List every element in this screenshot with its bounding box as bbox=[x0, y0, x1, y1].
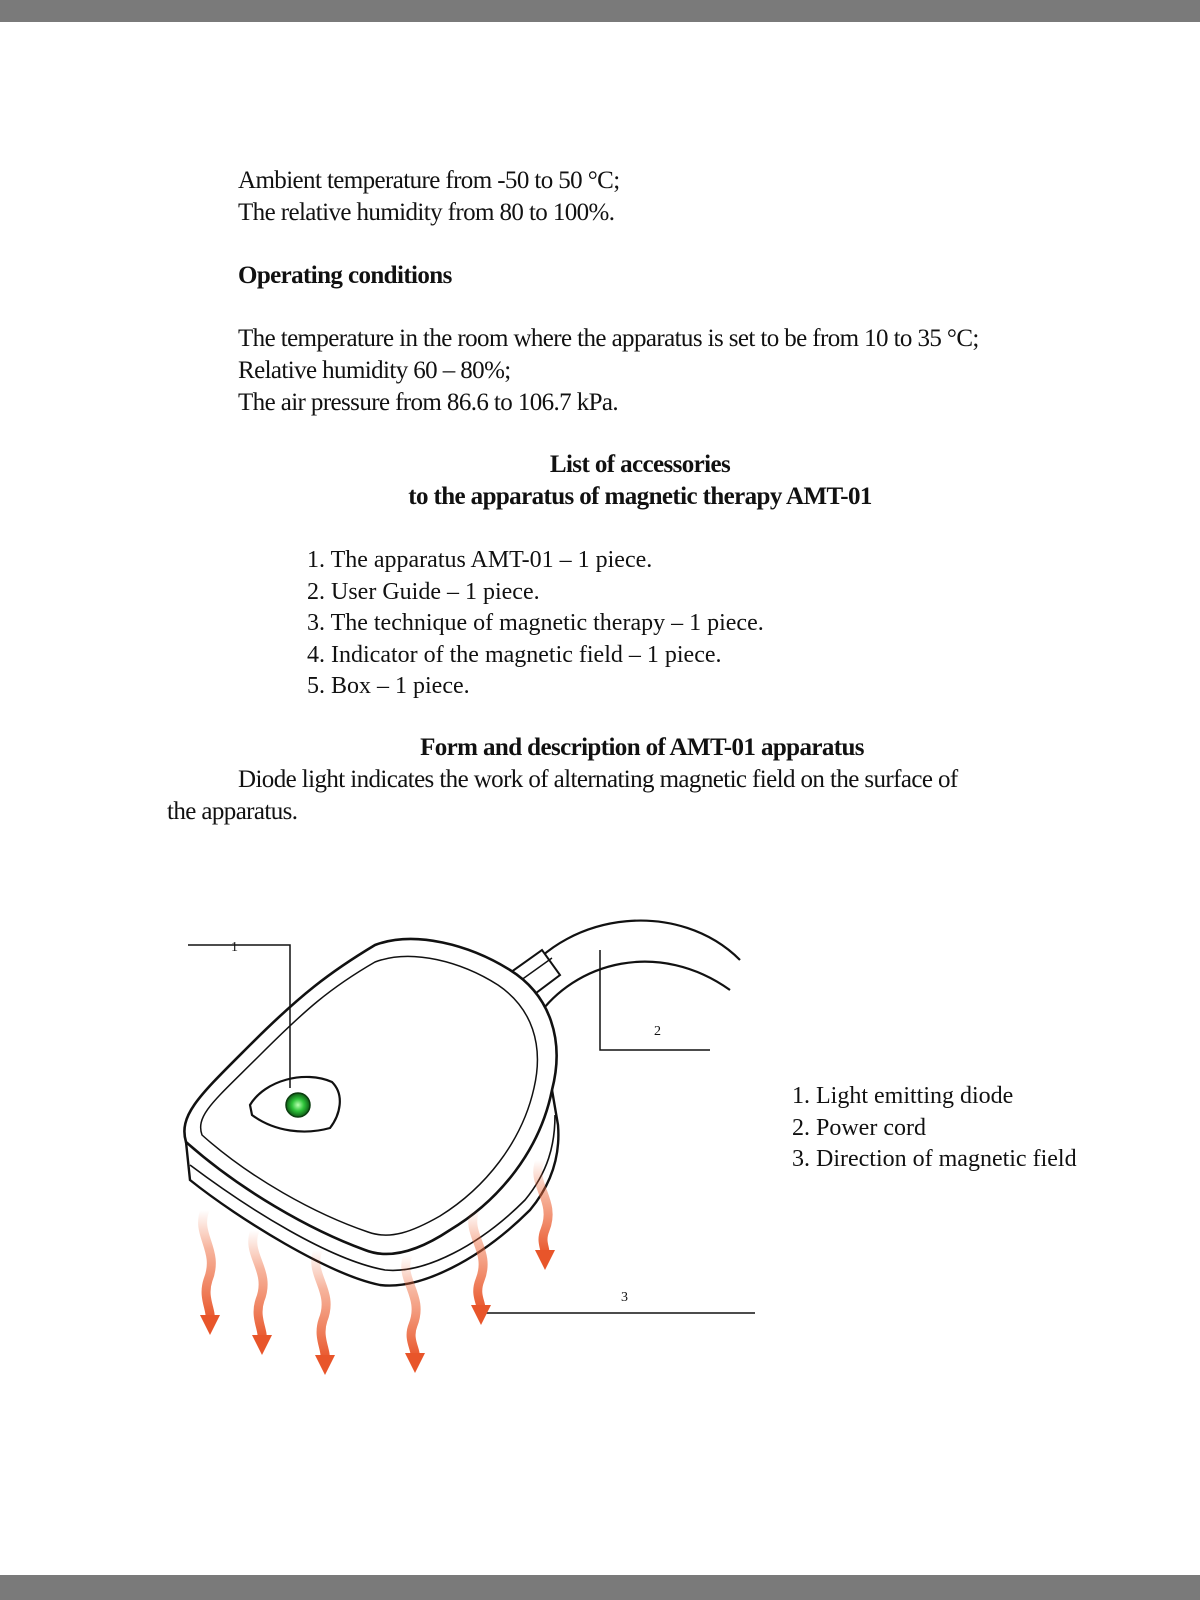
led-light bbox=[286, 1093, 310, 1117]
storage-humidity-line: The relative humidity from 80 to 100%. bbox=[238, 199, 615, 226]
legend-item-power-cord: 2. Power cord bbox=[792, 1114, 926, 1141]
accessories-heading-line2: to the apparatus of magnetic therapy AMT-01 bbox=[408, 483, 872, 510]
power-cord-outline bbox=[535, 962, 730, 1020]
operating-humidity-line: Relative humidity 60 – 80%; bbox=[238, 357, 511, 384]
storage-temperature-line: Ambient temperature from -50 to 50 °C; bbox=[238, 167, 620, 194]
callout-3: 3 bbox=[621, 1290, 628, 1305]
operating-conditions-heading: Operating conditions bbox=[238, 262, 452, 289]
accessories-list bbox=[307, 545, 764, 703]
legend-item-led: 1. Light emitting diode bbox=[792, 1083, 1014, 1109]
top-bar bbox=[0, 0, 1200, 22]
legend-item-field-direction: 3. Direction of magnetic field bbox=[792, 1146, 1077, 1172]
list-item: 4. Indicator of the magnetic field – 1 piece. bbox=[307, 641, 722, 668]
callout-1: 1 bbox=[231, 940, 238, 955]
list-item: 5. Box – 1 piece. bbox=[307, 673, 470, 699]
list-item: 2. User Guide – 1 piece. bbox=[307, 578, 540, 605]
accessories-heading-line1: List of accessories bbox=[549, 451, 731, 478]
list-item: 1. The apparatus AMT-01 – 1 piece. bbox=[307, 547, 653, 573]
operating-temperature-line: The temperature in the room where the apparatus is set to be from 10 to 35 °C; bbox=[238, 325, 979, 352]
callout-2: 2 bbox=[654, 1024, 661, 1039]
bottom-bar bbox=[0, 1575, 1200, 1600]
operating-pressure-line: The air pressure from 86.6 to 106.7 kPa. bbox=[238, 389, 619, 416]
device-illustration bbox=[180, 910, 780, 1410]
form-description-heading: Form and description of AMT-01 apparatus bbox=[420, 734, 864, 761]
form-description-paragraph-line2: the apparatus. bbox=[167, 798, 298, 825]
list-item: 3. The technique of magnetic therapy – 1 piece. bbox=[307, 610, 764, 636]
figure-legend bbox=[792, 1081, 1077, 1176]
form-description-paragraph-line1: Diode light indicates the work of alternating magnetic field on the surface of bbox=[238, 766, 958, 793]
